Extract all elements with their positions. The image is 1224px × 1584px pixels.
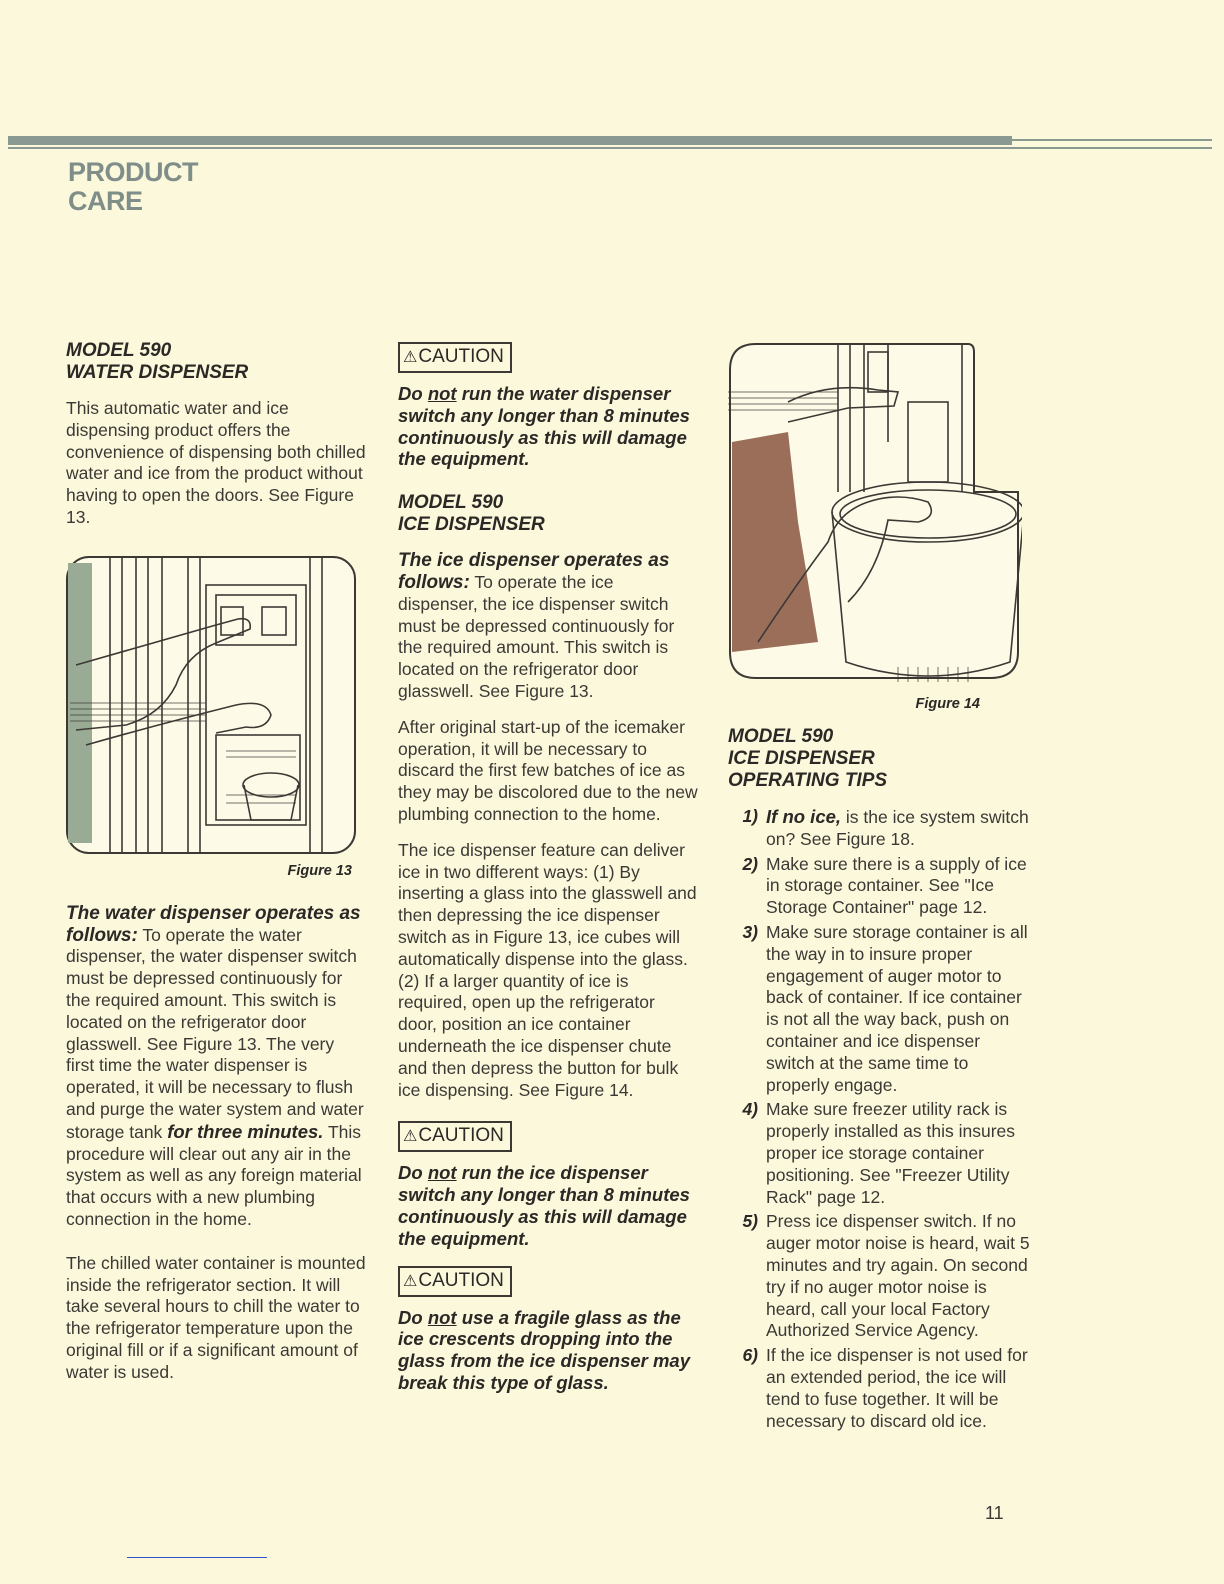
caution-label-2 (398, 1121, 512, 1152)
tip-text: Press ice dispenser switch. If no auger motor noise is heard, wait 5 minutes and try again. On second try if no auger motor noise is heard, call your local Factory Authorized Service Agency. (766, 1211, 1030, 1341)
figure-14-illustration (728, 342, 1022, 690)
ice-dispenser-operation (398, 550, 698, 703)
bottom-mark (127, 1557, 267, 1558)
caution-2-do: Do (398, 1162, 423, 1184)
page-number: 11 (985, 1503, 1004, 1523)
tip-number: 2) (742, 853, 758, 874)
tip-lead: If no ice, (766, 806, 842, 827)
caution-1-do: Do (398, 383, 423, 404)
water-operation-text-2: This procedure will clear out any air in the system as well as any foreign material that occurs with a new plumbing connection in the home. (66, 1121, 362, 1229)
list-item (728, 922, 1033, 1096)
heading-line-title: WATER DISPENSER (66, 362, 249, 383)
caution-label-text: CAUTION (418, 1269, 504, 1291)
caution-label-text: CAUTION (418, 1125, 504, 1147)
two-ways-paragraph: The ice dispenser feature can deliver ice in two different ways: (1) By inserting a glass into the glasswell and then depressing the ice dispenser switch as in Figure 13, ice cubes will automatically dispense into the glass. (2) If a larger quantity of ice is required, open up the refrigerator door, position an ice container underneath the ice dispenser chute and then depress the button for bulk ice dispensing. See Figure 14. (398, 839, 697, 1100)
chilled-water-paragraph: The chilled water container is mounted inside the refrigerator section. It will take several hours to chill the water to the refrigerator temperature upon the original fill or if a significant amount of water is used. (66, 1252, 366, 1382)
tip-text: Make sure there is a supply of ice in storage container. See "Ice Storage Container" page 12. (766, 853, 1027, 918)
caution-2-not: not (427, 1162, 457, 1184)
caution-1-rest: run the water dispenser switch any longer than 8 minutes continuously as this will damage the equipment. (398, 383, 690, 470)
caution-2-rest: run the ice dispenser switch any longer than 8 minutes continuously as this will damage the equipment. (398, 1162, 690, 1249)
heading-line-subtitle: OPERATING TIPS (728, 770, 888, 791)
figure-14 (728, 342, 1033, 712)
tip-number: 4) (742, 1099, 758, 1120)
figure-13-caption: Figure 13 (287, 862, 352, 879)
operating-tips-list (728, 806, 1033, 1432)
header-rule-extension (1012, 139, 1212, 141)
caution-1-not: not (427, 383, 457, 404)
column-operating-tips (728, 342, 1033, 1435)
figure-13 (66, 555, 366, 879)
ice-operation-lead: The ice dispenser operates as follows: (398, 550, 670, 593)
header-rule-thick (8, 136, 1012, 145)
heading-line-model: MODEL 590 (66, 340, 172, 361)
column-ice-dispenser (398, 340, 698, 1412)
list-item (728, 1099, 1033, 1208)
operating-tips-heading (728, 726, 1033, 792)
figure-14-caption: Figure 14 (915, 696, 980, 712)
tip-text (766, 806, 1033, 851)
tip-body: is the ice system switch on? See Figure 18. (766, 807, 1029, 849)
list-item (728, 806, 1033, 851)
heading-line-title: ICE DISPENSER (398, 514, 545, 536)
section-title-line-1: PRODUCT (68, 157, 198, 187)
heading-line-title: ICE DISPENSER (728, 748, 875, 769)
caution-2-text (398, 1162, 698, 1249)
caution-3-rest: use a fragile glass as the ice crescents dropping into the glass from the ice dispenser may break this type of glass. (398, 1306, 691, 1393)
caution-label-1 (398, 342, 512, 373)
water-operation-lead: The water dispenser operates as follows: (66, 902, 361, 946)
figure-13-illustration (66, 555, 358, 855)
ice-dispenser-heading (398, 492, 698, 536)
water-operation-text: To operate the water dispenser, the water dispenser switch must be depressed continuously for the required amount. This switch is located on the refrigerator door glasswell. See Figure 13. The very first time the water dispenser is operated, it will be necessary to flush and purge the water system and water storage tank (66, 924, 364, 1142)
warning-triangle-icon: ⚠ (403, 1128, 418, 1146)
section-title-line-2: CARE (68, 186, 143, 216)
list-item (728, 1345, 1033, 1432)
header-rule-thin (8, 147, 1212, 149)
tip-number: 3) (742, 921, 758, 942)
column-water-dispenser (66, 340, 366, 1398)
water-dispenser-intro: This automatic water and ice dispensing product offers the convenience of dispensing both chilled water and ice from the product without having to open the doors. See Figure 13. (66, 398, 366, 527)
tip-number: 5) (742, 1211, 758, 1232)
section-title (68, 158, 198, 216)
caution-3-do: Do (398, 1306, 423, 1328)
list-item (728, 1211, 1033, 1342)
water-dispenser-operation (66, 903, 366, 1231)
caution-label-text: CAUTION (418, 346, 504, 367)
list-item (728, 854, 1033, 919)
ice-operation-text: To operate the ice dispenser, the ice dispenser switch must be depressed continuously for the required amount. This switch is located on the refrigerator door glasswell. See Figure 13. (398, 571, 675, 701)
tip-text: Make sure storage container is all the way in to insure proper engagement of auger motor to back of container. If ice container is not all the way back, push on container and ice dispenser switch at the same time to properly engage. (766, 921, 1028, 1095)
caution-3-text (398, 1307, 698, 1394)
caution-label-3 (398, 1266, 512, 1297)
tip-number: 1) (742, 806, 758, 826)
startup-paragraph: After original start-up of the icemaker operation, it will be necessary to discard the first few batches of ice as they may be discolored due to the new plumbing connection to the home. (398, 716, 698, 824)
heading-line-model: MODEL 590 (398, 492, 504, 514)
warning-triangle-icon: ⚠ (403, 349, 418, 366)
tip-text: Make sure freezer utility rack is properly installed as this insures proper ice storage container positioning. See "Freezer Utility Rack" page 12. (766, 1099, 1016, 1207)
heading-line-model: MODEL 590 (728, 726, 834, 747)
caution-1-text (398, 383, 698, 470)
tip-text: If the ice dispenser is not used for an extended period, the ice will tend to fuse together. It will be necessary to discard old ice. (766, 1345, 1028, 1431)
tip-number: 6) (742, 1345, 758, 1366)
caution-3-not: not (427, 1306, 457, 1328)
warning-triangle-icon: ⚠ (403, 1272, 418, 1290)
water-operation-emphasis: for three minutes. (167, 1120, 324, 1142)
water-dispenser-heading (66, 340, 366, 384)
